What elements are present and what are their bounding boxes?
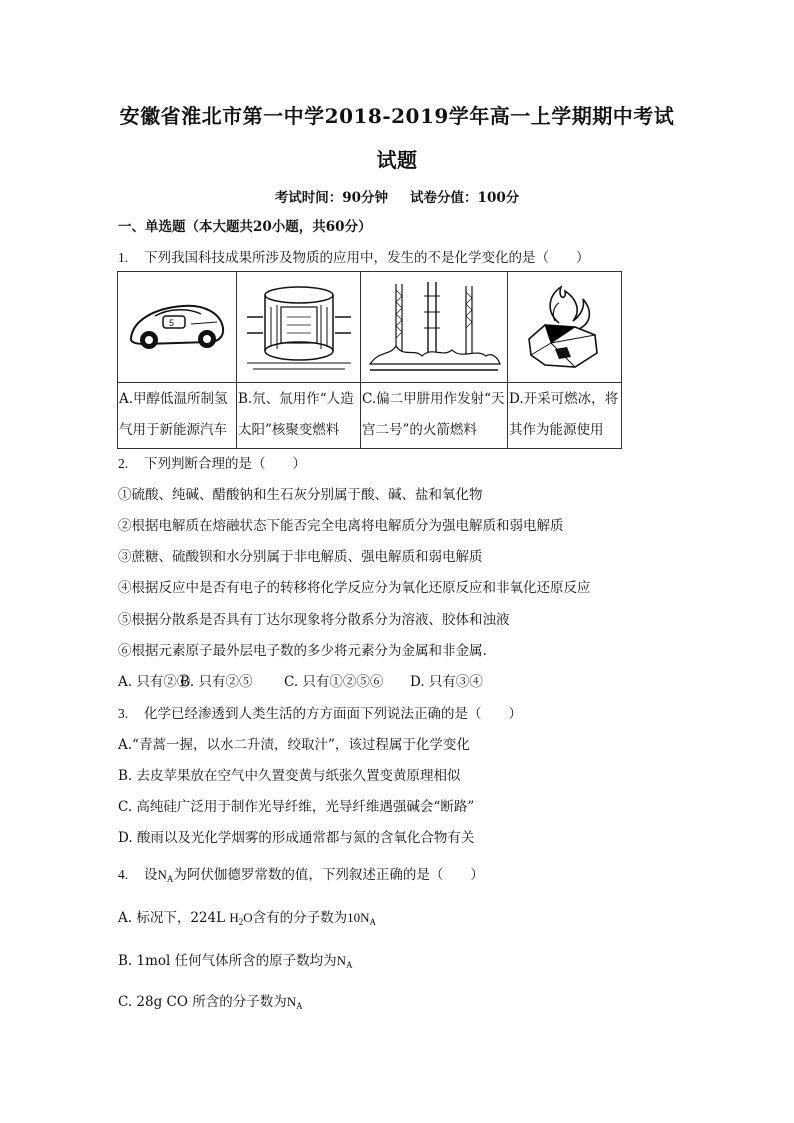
- question-number: 2.: [118, 456, 129, 471]
- question-number: 3.: [118, 706, 129, 721]
- option-b: [118, 952, 353, 974]
- exam-score: 试卷分值：100分: [410, 190, 520, 206]
- question-text-pre: 设: [144, 867, 158, 883]
- statement-2: ②根据电解质在熔融状态下能否完全电离将电解质分为强电解质和弱电解质: [118, 518, 564, 534]
- statement-4: ④根据反应中是否有电子的转移将化学反应分为氧化还原反应和非氧化还原反应: [118, 580, 591, 596]
- combustible-ice-icon: [515, 277, 615, 373]
- option-b: [237, 383, 361, 449]
- option-c-line2: 宫二号”的火箭燃料: [362, 422, 477, 438]
- statement-1: ①硫酸、纯碱、醋酸钠和生石灰分别属于酸、碱、盐和氧化物: [118, 487, 483, 503]
- option-a-text: A. 标况下，224L: [118, 910, 230, 926]
- option-a-value: [347, 910, 376, 925]
- option-b-image: [237, 272, 361, 383]
- question-text-post: 为阿伏伽德罗常数的值，下列叙述正确的是（ ）: [173, 867, 484, 883]
- question-2-stem: [118, 455, 306, 473]
- question-text: 下列我国科技成果所涉及物质的应用中，发生的不是化学变化的是（ ）: [144, 250, 590, 266]
- option-d-image: [508, 272, 622, 383]
- option-d: [508, 383, 622, 449]
- hydrogen-car-icon: [125, 290, 229, 360]
- question-1-stem: [118, 249, 590, 267]
- avogadro-symbol: [158, 867, 174, 882]
- o-symbol: O: [243, 910, 253, 925]
- page-title: 安徽省淮北市第一中学2018-2019学年高一上学期期中考试: [119, 104, 675, 128]
- option-b: B. 只有②⑤: [180, 674, 253, 690]
- value-base: N: [336, 953, 347, 968]
- option-a-image: [118, 272, 237, 383]
- question-2-options: [118, 673, 483, 691]
- question-text: 下列判断合理的是（ ）: [144, 456, 306, 472]
- exam-meta: [0, 186, 794, 206]
- option-a: A.“青蒿一握，以水二升渍，绞取汁”，该过程属于化学变化: [118, 737, 470, 753]
- option-a-line2: 气用于新能源汽车: [119, 422, 227, 438]
- option-d-line2: 其作为能源使用: [509, 422, 604, 438]
- option-a-line1: A.甲醇低温所制氢: [119, 391, 228, 407]
- question-1-table: [117, 271, 622, 449]
- svg-text:5: 5: [169, 318, 175, 328]
- option-c: [118, 993, 303, 1015]
- option-a: [118, 909, 376, 931]
- option-c-image: [361, 272, 508, 383]
- exam-time: 考试时间：90分钟: [274, 190, 389, 206]
- value-base: N: [286, 994, 297, 1009]
- na-base: N: [157, 867, 167, 882]
- rocket-launch-icon: [366, 276, 502, 374]
- option-c-text: C. 28g CO 所含的分子数为: [118, 994, 287, 1010]
- h-subscript: 2: [238, 917, 244, 927]
- section-heading: 一、单选题（本大题共20小题，共60分）: [118, 219, 372, 235]
- option-b-text: B. 1mol 任何气体所含的原子数均为: [118, 953, 337, 969]
- value-subscript: A: [369, 917, 377, 927]
- water-formula: [229, 910, 252, 925]
- option-b-value: [337, 953, 353, 968]
- option-c-value: [287, 994, 303, 1009]
- question-text: 化学已经渗透到人类生活的方方面面下列说法正确的是（ ）: [144, 706, 522, 722]
- value-subscript: A: [346, 960, 353, 970]
- statement-5: ⑤根据分散系是否具有丁达尔现象将分散系分为溶液、胶体和浊液: [118, 612, 510, 628]
- option-d: D. 酸雨以及光化学烟雾的形成通常都与氮的含氧化合物有关: [118, 830, 475, 846]
- h-symbol: H: [229, 910, 239, 925]
- na-subscript: A: [166, 874, 174, 884]
- statement-3: ③蔗糖、硫酸钡和水分别属于非电解质、强电解质和弱电解质: [118, 549, 483, 565]
- page-title-continued: 试题: [376, 148, 418, 172]
- option-c-line1: C.偏二甲肼用作发射“天: [362, 391, 505, 407]
- question-number: 4.: [118, 867, 129, 882]
- question-4-stem: [118, 866, 484, 888]
- value-subscript: A: [296, 1001, 303, 1011]
- option-b-line2: 太阳”核聚变燃料: [238, 422, 340, 438]
- option-c: C. 只有①②⑤⑥: [284, 674, 384, 690]
- option-c: [361, 383, 508, 449]
- option-c: C. 高纯硅广泛用于制作光导纤维，光导纤维遇强碱会“断路”: [118, 799, 475, 815]
- fusion-reactor-icon: [243, 277, 355, 373]
- question-number: 1.: [118, 250, 129, 265]
- option-b-line1: B.氘、氚用作“人造: [238, 391, 354, 407]
- value-base: 10N: [347, 910, 370, 925]
- option-a-mid: 含有的分子数为: [252, 910, 348, 926]
- question-3-stem: [118, 705, 522, 723]
- option-b: B. 去皮苹果放在空气中久置变黄与纸张久置变黄原理相似: [118, 768, 461, 784]
- statement-6: ⑥根据元素原子最外层电子数的多少将元素分为金属和非金属.: [118, 643, 487, 659]
- option-d-line1: D.开采可燃冰，将: [509, 391, 619, 407]
- option-d: D. 只有③④: [410, 674, 483, 690]
- option-a: A. 只有②⑥: [118, 674, 191, 690]
- option-a: [118, 383, 237, 449]
